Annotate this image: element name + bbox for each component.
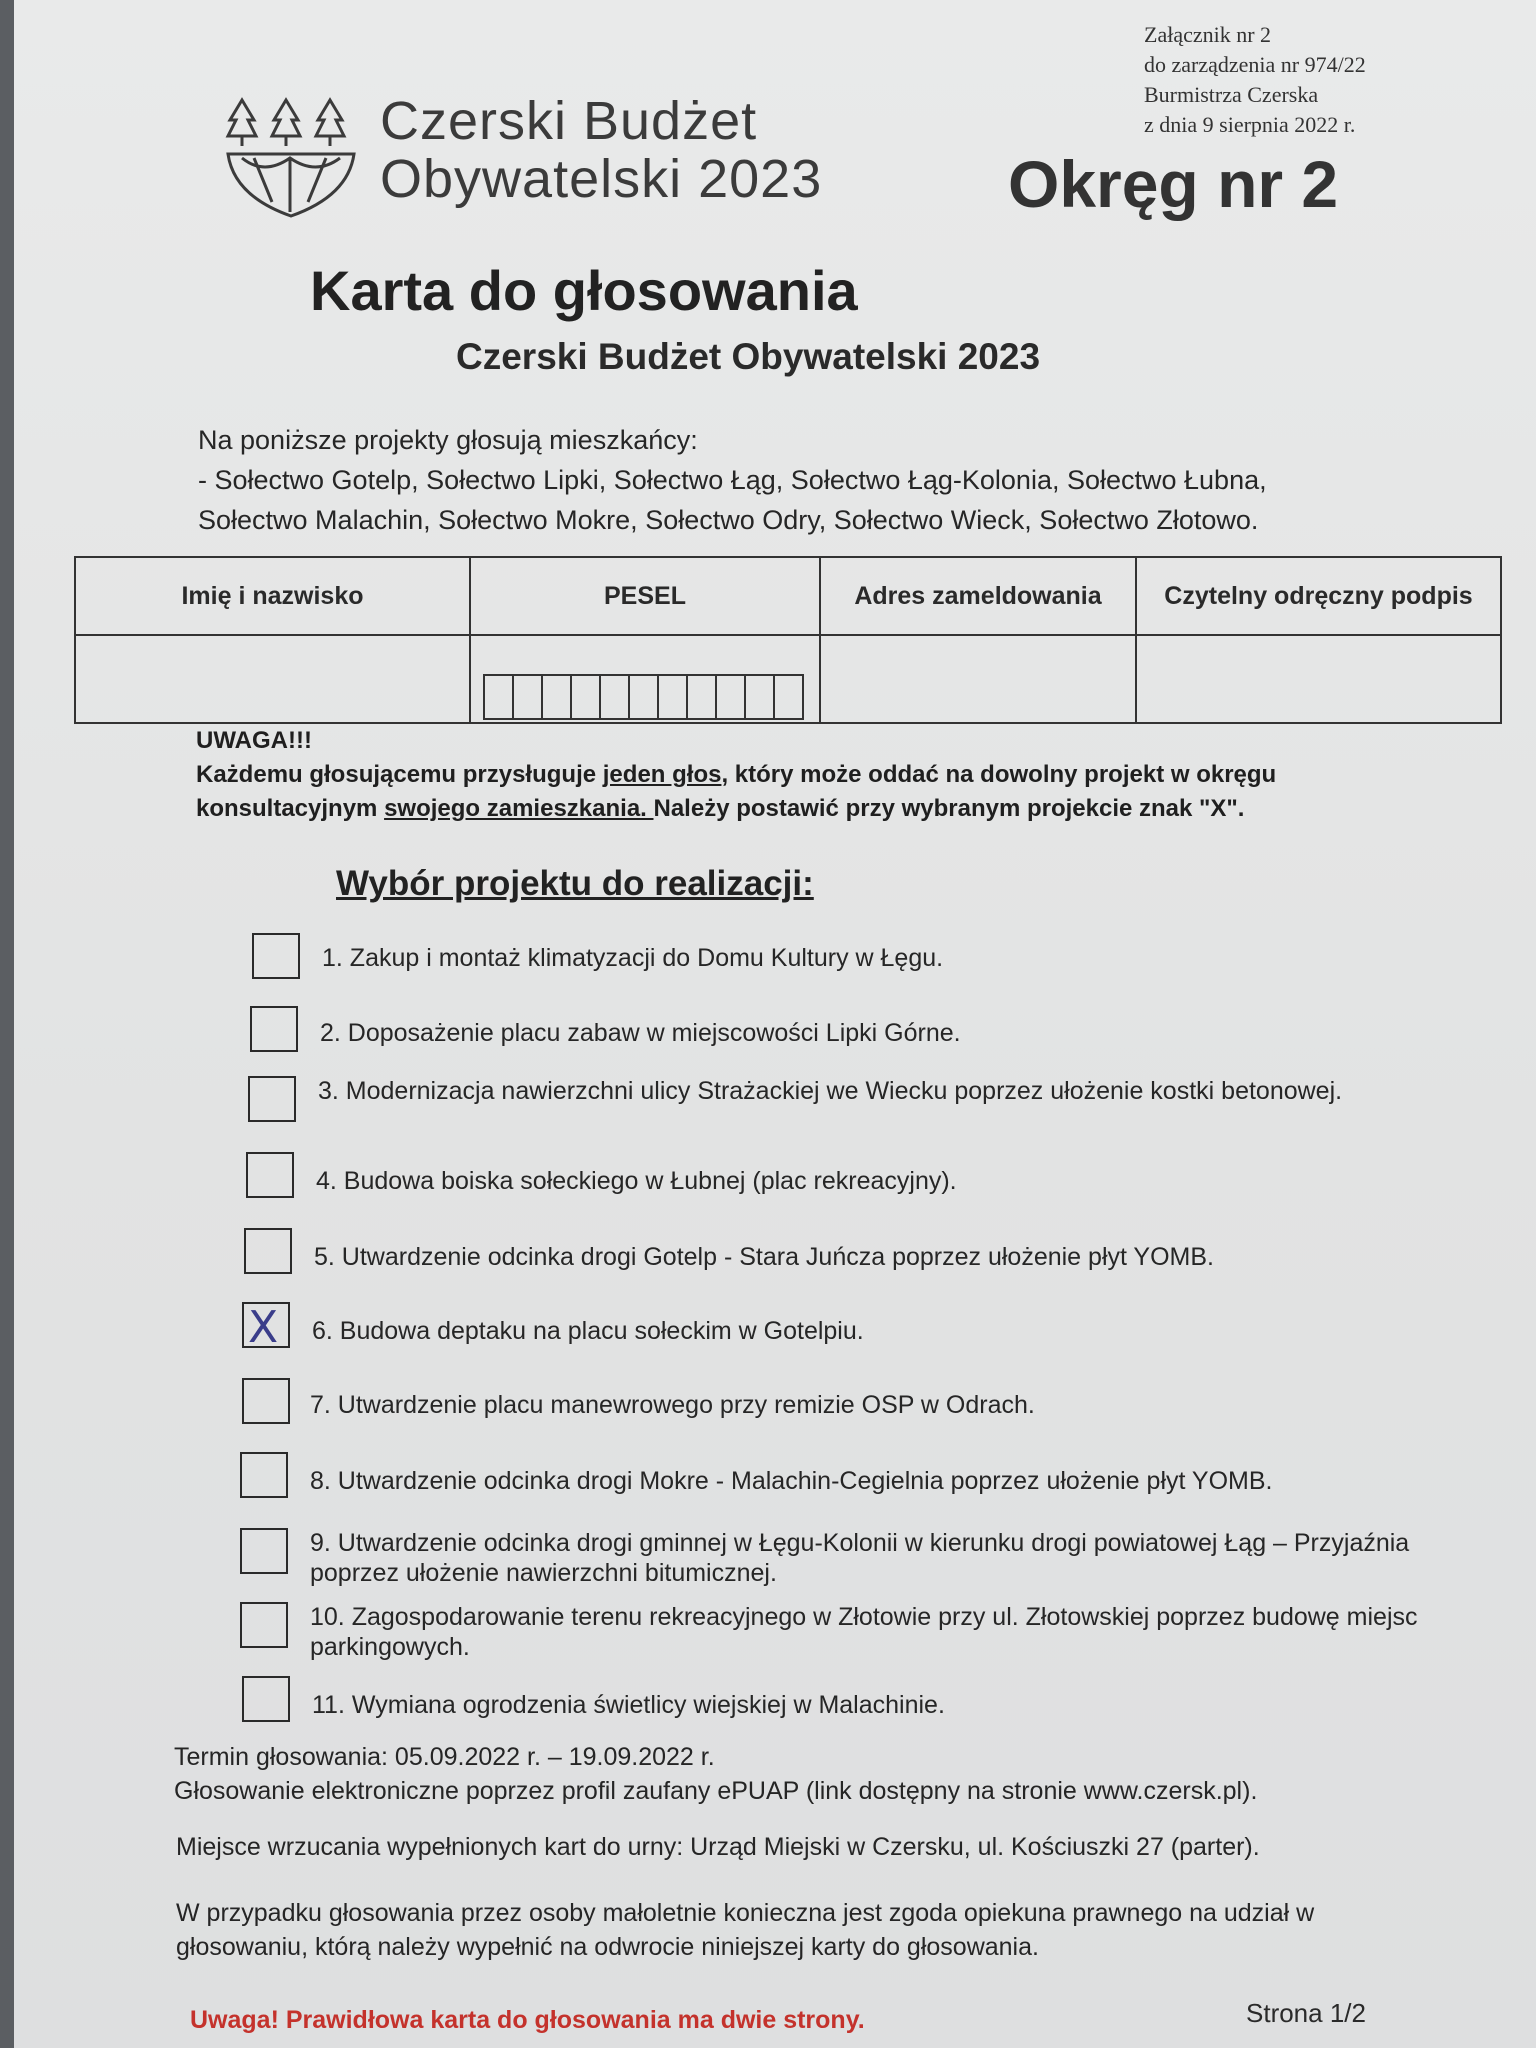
minors-consent-note: W przypadku głosowania przez osoby małoletnie konieczna jest zgoda opiekuna prawnego na udział w głosowaniu, którą należy wypełnić na odwrocie niniejszej karty do głosowania. bbox=[176, 1899, 1315, 1961]
address-field[interactable] bbox=[820, 635, 1136, 723]
project-checkbox-8[interactable] bbox=[240, 1452, 288, 1498]
logo-wordmark: Czerski Budżet Obywatelski 2023 bbox=[380, 91, 823, 209]
page-subtitle: Czerski Budżet Obywatelski 2023 bbox=[456, 336, 1041, 377]
eligibility-text: Na poniższe projekty głosują mieszkańcy: - Sołectwo Gotelp, Sołectwo Lipki, Sołectwo Łąg, Sołectwo Łąg-Kolonia, Sołectwo Łubna, Sołectwo Malachin, Sołectwo Mokre, Sołectwo Odry, Sołectwo Wieck, Sołectwo Złotowo. bbox=[198, 425, 1267, 535]
two-sided-warning: Uwaga! Prawidłowa karta do głosowania ma dwie strony. bbox=[190, 2006, 865, 2034]
budget-logo-icon bbox=[224, 92, 364, 222]
project-checkbox-3[interactable] bbox=[248, 1076, 296, 1122]
district-heading: Okręg nr 2 bbox=[1008, 147, 1339, 221]
column-header-signature: Czytelny odręczny podpis bbox=[1136, 557, 1501, 635]
column-header-pesel: PESEL bbox=[470, 557, 820, 635]
ballot-box-location: Miejsce wrzucania wypełnionych kart do urny: Urząd Miejski w Czersku, ul. Kościuszki 27 (parter). bbox=[176, 1833, 1260, 1861]
pesel-digit-boxes[interactable] bbox=[483, 674, 804, 720]
page-number: Strona 1/2 bbox=[1246, 1998, 1366, 2028]
project-checkbox-7[interactable] bbox=[242, 1378, 290, 1424]
vote-mark-icon: X bbox=[248, 1302, 279, 1353]
voting-period-text: Termin głosowania: 05.09.2022 r. – 19.09.2022 r. Głosowanie elektroniczne poprzez profil zaufany ePUAP (link dostępny na stronie www.czersk.pl). bbox=[174, 1743, 1258, 1805]
project-checkbox-10[interactable] bbox=[240, 1602, 288, 1648]
project-checkbox-5[interactable] bbox=[244, 1228, 292, 1274]
project-checkbox-2[interactable] bbox=[250, 1006, 298, 1052]
name-field[interactable] bbox=[75, 635, 470, 723]
signature-field[interactable] bbox=[1136, 635, 1501, 723]
project-checkbox-11[interactable] bbox=[242, 1676, 290, 1722]
ballot-paper: Załącznik nr 2 do zarządzenia nr 974/22 Burmistrza Czerska z dnia 9 sierpnia 2022 r. Czerski Budżet Obywatelski 2023 Okręg nr 2 Karta do głosowania Czerski Budżet Obywatelski 2023 Na poniższe projekty głosują mieszkańcy: - Sołectwo Gotelp, Sołectwo Lipki, Sołectwo Łąg, Sołectwo Łąg-Kolonia, Sołectwo Łubna, Sołectwo Malachin, Sołectwo Mokre, Sołectwo Odry, Sołectwo Wieck, Sołectwo Złotowo. Imię i nazwisko PESEL Adres zameldowania Czytelny odręczny podpis UWAGA!!! Każdemu głosującemu przysługuje jeden głos, który może oddać na dowolny projekt w okręgu konsultacyjnym swojego zamieszkania. Należy postawić przy wybranym projekcie znak "X". Wybór projektu do realizacji: 1. Zakup i montaż klimatyzacji do Domu Kultury w Łęgu. 2. Doposażenie placu zabaw w miejscowości Lipki Górne. 3. Modernizacja nawierzchni ulicy Strażackiej we Wiecku poprzez ułożenie kostki betonowej. 4. Budowa boiska sołeckiego w Łubnej (plac rekreacyjny). 5. Utwardzenie odcinka drogi Gotelp - Stara Juńcza poprzez ułożenie płyt YOMB. X 6. Budowa deptaku na placu sołeckim w Gotelpiu. 7. Utwardzenie placu manewrowego przy remizie OSP w Odrach. 8. Utwardzenie odcinka drogi Mokre - Malachin-Cegielnia poprzez ułożenie płyt YOMB. 9. Utwardzenie odcinka drogi gminnej w Łęgu-Kolonii w kierunku drogi powiatowej Łąg – Przyjaźnia poprzez ułożenie nawierzchni bitumicznej. 10. Zagospodarowanie terenu rekreacyjnego w Złotowie przy ul. Złotowskiej poprzez budowę miejsc parkingowych. 11. Wymiana ogrodzenia świetlicy wiejskiej w Malachinie. Termin głosowania: 05.09.2022 r. – 19.09.2022 r. Głosowanie elektroniczne poprzez profil zaufany ePUAP (link dostępny na stronie www.czersk.pl). Miejsce wrzucania wypełnionych kart do urny: Urząd Miejski w Czersku, ul. Kościuszki 27 (parter). W przypadku głosowania przez osoby małoletnie konieczna jest zgoda opiekuna prawnego na udział w głosowaniu, którą należy wypełnić na odwrocie niniejszej karty do głosowania. Uwaga! Prawidłowa karta do głosowania ma dwie strony. Strona 1/2 bbox=[14, 0, 1536, 2048]
column-header-name: Imię i nazwisko bbox=[75, 557, 470, 635]
project-checkbox-4[interactable] bbox=[246, 1152, 294, 1198]
annex-note: Załącznik nr 2 do zarządzenia nr 974/22 Burmistrza Czerska z dnia 9 sierpnia 2022 r. bbox=[1144, 22, 1366, 137]
voting-instructions: UWAGA!!! Każdemu głosującemu przysługuje jeden głos, który może oddać na dowolny projekt w okręgu konsultacyjnym swojego zamieszkania. Należy postawić przy wybranym projekcie znak "X". bbox=[196, 727, 1277, 822]
project-checkbox-1[interactable] bbox=[252, 933, 300, 979]
column-header-address: Adres zameldowania bbox=[820, 557, 1136, 635]
project-checkbox-9[interactable] bbox=[240, 1528, 288, 1574]
section-title: Wybór projektu do realizacji: bbox=[336, 864, 814, 903]
voter-details-table bbox=[74, 556, 1502, 724]
pesel-field[interactable] bbox=[470, 635, 820, 723]
page-title: Karta do głosowania bbox=[310, 259, 858, 322]
project-checkbox-6[interactable] bbox=[242, 1302, 290, 1353]
